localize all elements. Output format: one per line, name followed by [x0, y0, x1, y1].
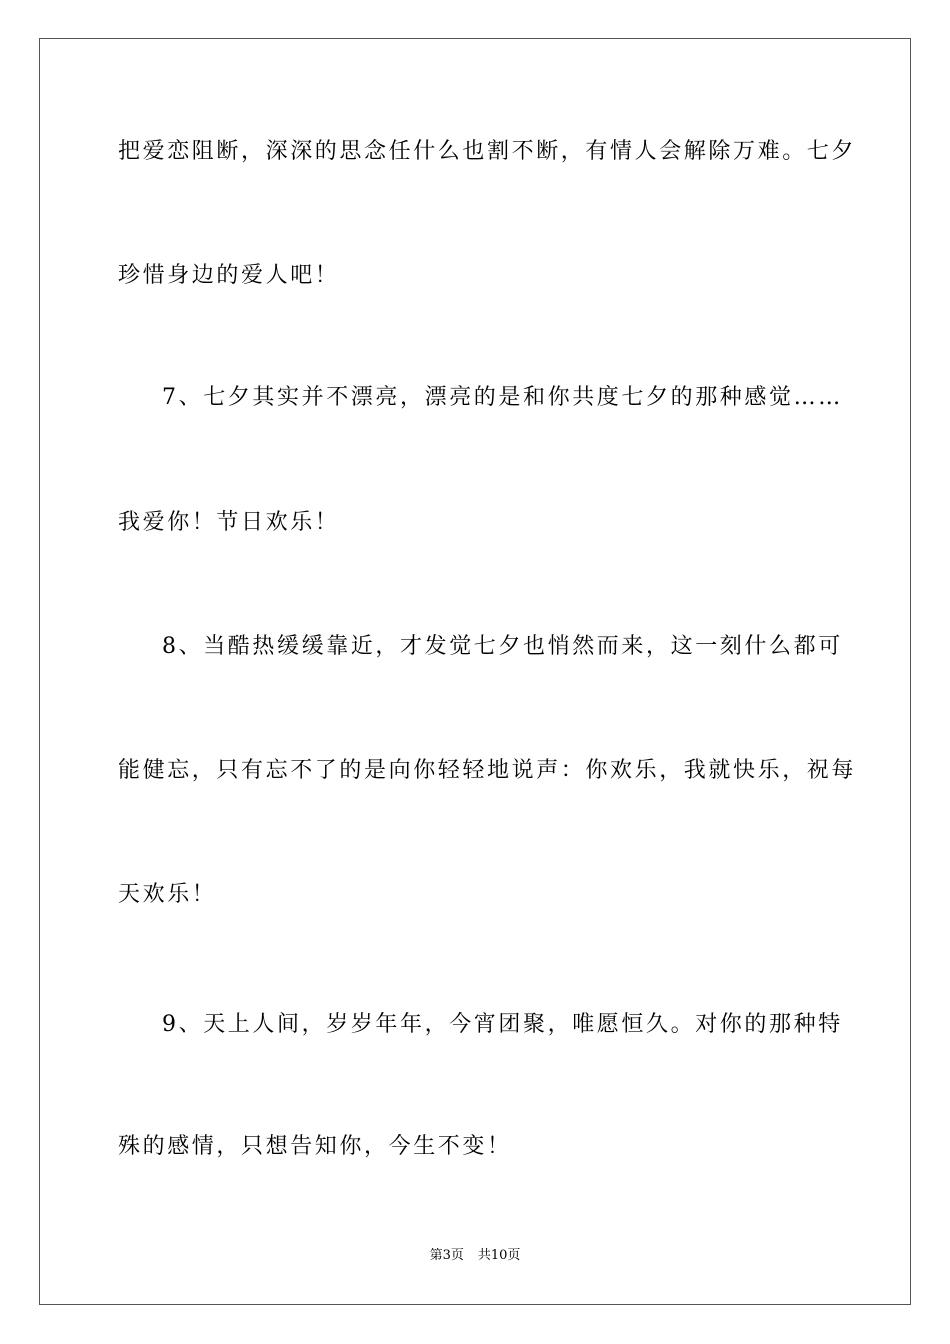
paragraph-start-line: 9、天上人间，岁岁年年，今宵团聚，唯愿恒久。对你的那种特	[162, 1012, 843, 1037]
paragraph-start-line: 7、七夕其实并不漂亮，漂亮的是和你共度七夕的那种感觉……	[162, 385, 843, 410]
paragraph-start-line: 8、当酷热缓缓靠近，才发觉七夕也悄然而来，这一刻什么都可	[162, 634, 843, 659]
text-line: 殊的感情，只想告知你，今生不变！	[118, 1134, 512, 1159]
text-line: 把爱恋阻断，深深的思念任什么也割不断，有情人会解除万难。七夕	[118, 139, 857, 164]
text-line: 天欢乐！	[118, 882, 217, 907]
total-pages: 共10页	[477, 1248, 521, 1263]
text-line: 珍惜身边的爱人吧！	[118, 263, 340, 288]
page-footer	[0, 1247, 950, 1265]
text-line: 我爱你！节日欢乐！	[118, 510, 340, 535]
page-border	[39, 38, 911, 1305]
page-number: 第3页	[429, 1248, 464, 1263]
text-line: 能健忘，只有忘不了的是向你轻轻地说声：你欢乐，我就快乐，祝每	[118, 758, 857, 783]
